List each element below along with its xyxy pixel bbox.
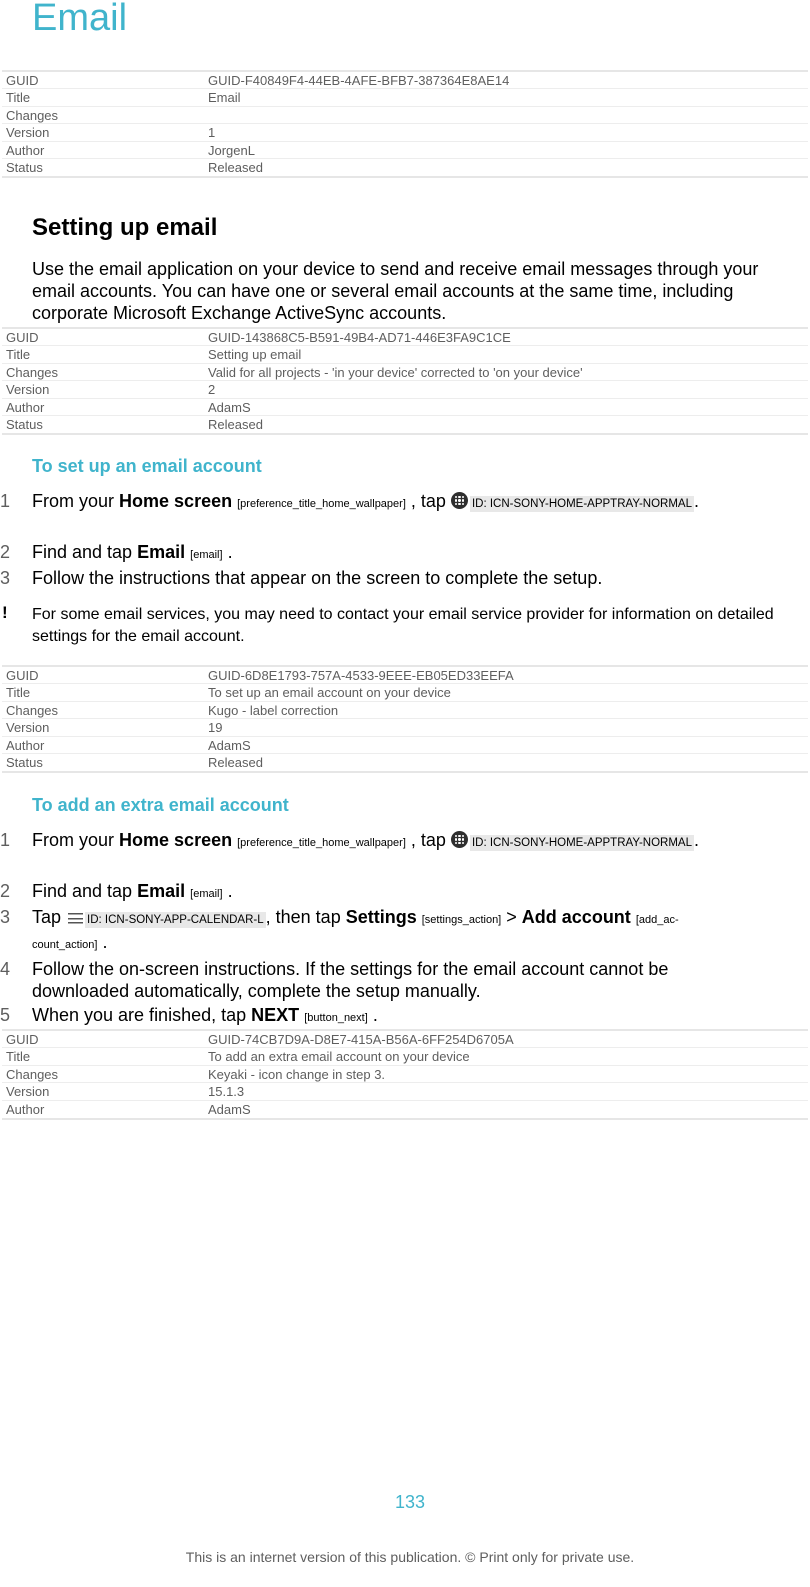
meta-row-guid: GUID GUID-F40849F4-44EB-4AFE-BFB7-387364E8AE14 bbox=[2, 72, 808, 89]
meta-row-author: Author AdamS bbox=[2, 399, 808, 416]
metadata-table bbox=[2, 327, 808, 435]
step-text: When you are finished, tap NEXT [button_next] . bbox=[32, 1005, 378, 1025]
step-text: Follow the on-screen instructions. If the settings for the email account cannot be downloaded automatically, complete the setup manually. bbox=[32, 959, 669, 1001]
page-number: 133 bbox=[394, 1492, 426, 1512]
meta-row-title: Title Email bbox=[2, 89, 808, 106]
meta-row-changes: Changes Keyaki - icon change in step 3. bbox=[2, 1066, 808, 1083]
metadata-table bbox=[2, 1029, 808, 1120]
step-text: Follow the instructions that appear on the screen to complete the setup. bbox=[32, 568, 603, 588]
footer-text: This is an internet version of this publication. © Print only for private use. bbox=[185, 1549, 635, 1565]
meta-row-author: Author JorgenL bbox=[2, 142, 808, 159]
ui-target-home-screen: Home screen bbox=[119, 830, 233, 850]
step-number: 2 bbox=[0, 542, 11, 562]
meta-row-title: Title To add an extra email account on your device bbox=[2, 1048, 808, 1065]
icon-reference: ID: ICN-SONY-HOME-APPTRAY-NORMAL bbox=[471, 498, 692, 510]
section-intro: Use the email application on your device to send and receive email messages through your email accounts. You can have one or several email accounts at the same time, including corporate Microsoft Exchange ActiveSync accounts. bbox=[32, 259, 759, 323]
meta-row-author: Author AdamS bbox=[6, 1101, 251, 1117]
step-number: 1 bbox=[0, 830, 11, 850]
step-text: Tap ID: ICN-SONY-APP-CALENDAR-L , then tap Settings [settings_action] > Add account [add_ac-count_action] . bbox=[32, 907, 679, 952]
menu-icon bbox=[68, 912, 83, 924]
step-text: Find and tap Email [email] . bbox=[32, 542, 233, 562]
warning-icon: ! bbox=[2, 603, 8, 622]
ui-target-home-screen: Home screen bbox=[119, 491, 233, 511]
meta-row-version: Version 1 bbox=[2, 124, 808, 141]
step-text: From your Home screen [preference_title_home_wallpaper] , tap ID: ICN-SONY-HOME-APPTRAY-NORMAL . bbox=[32, 830, 699, 850]
meta-row-title: Title Setting up email bbox=[2, 346, 808, 363]
step-text: From your Home screen [preference_title_home_wallpaper] , tap ID: ICN-SONY-HOME-APPTRAY-NORMAL . bbox=[32, 491, 699, 511]
procedure-heading: To set up an email account bbox=[32, 456, 262, 476]
meta-row-status: Status Released bbox=[6, 159, 263, 175]
icon-reference: ID: ICN-SONY-APP-CALENDAR-L bbox=[87, 914, 264, 926]
icon-reference: ID: ICN-SONY-HOME-APPTRAY-NORMAL bbox=[471, 837, 692, 849]
meta-row-title: Title To set up an email account on your device bbox=[2, 684, 808, 701]
ui-target-next: NEXT bbox=[251, 1005, 300, 1025]
meta-row-guid: GUID GUID-74CB7D9A-D8E7-415A-B56A-6FF254D6705A bbox=[2, 1031, 808, 1048]
meta-row-guid: GUID GUID-6D8E1793-757A-4533-9EEE-EB05ED33EEFA bbox=[2, 667, 808, 684]
meta-row-version: Version 2 bbox=[2, 381, 808, 398]
note-text: For some email services, you may need to contact your email service provider for information on detailed settings for the email account. bbox=[32, 606, 774, 645]
apps-grid-icon bbox=[451, 831, 468, 848]
step-number: 4 bbox=[0, 959, 11, 979]
metadata-table bbox=[2, 665, 808, 773]
section-heading: Setting up email bbox=[32, 214, 218, 241]
meta-row-status: Status Released bbox=[6, 754, 263, 770]
apps-grid-icon bbox=[451, 492, 468, 509]
step-number: 2 bbox=[0, 881, 11, 901]
ui-target-settings: Settings bbox=[345, 907, 417, 927]
page-title: Email bbox=[32, 0, 128, 39]
meta-row-changes: Changes Kugo - label correction bbox=[2, 702, 808, 719]
meta-row-status: Status Released bbox=[6, 416, 263, 432]
meta-row-guid: GUID GUID-143868C5-B591-49B4-AD71-446E3FA9C1CE bbox=[2, 329, 808, 346]
metadata-table bbox=[2, 70, 808, 178]
ui-target-email: Email bbox=[137, 881, 186, 901]
meta-row-changes: Changes bbox=[2, 107, 808, 124]
procedure-heading: To add an extra email account bbox=[32, 795, 289, 815]
meta-row-changes: Changes Valid for all projects - 'in your device' corrected to 'on your device' bbox=[2, 364, 808, 381]
step-number: 3 bbox=[0, 907, 11, 927]
meta-row-version: Version 15.1.3 bbox=[2, 1083, 808, 1100]
step-number: 5 bbox=[0, 1005, 11, 1025]
meta-row-author: Author AdamS bbox=[2, 737, 808, 754]
step-number: 3 bbox=[0, 568, 11, 588]
meta-row-version: Version 19 bbox=[2, 719, 808, 736]
ui-target-add-account: Add account bbox=[521, 907, 631, 927]
ui-target-email: Email bbox=[137, 542, 186, 562]
step-number: 1 bbox=[0, 491, 11, 511]
step-text: Find and tap Email [email] . bbox=[32, 881, 233, 901]
